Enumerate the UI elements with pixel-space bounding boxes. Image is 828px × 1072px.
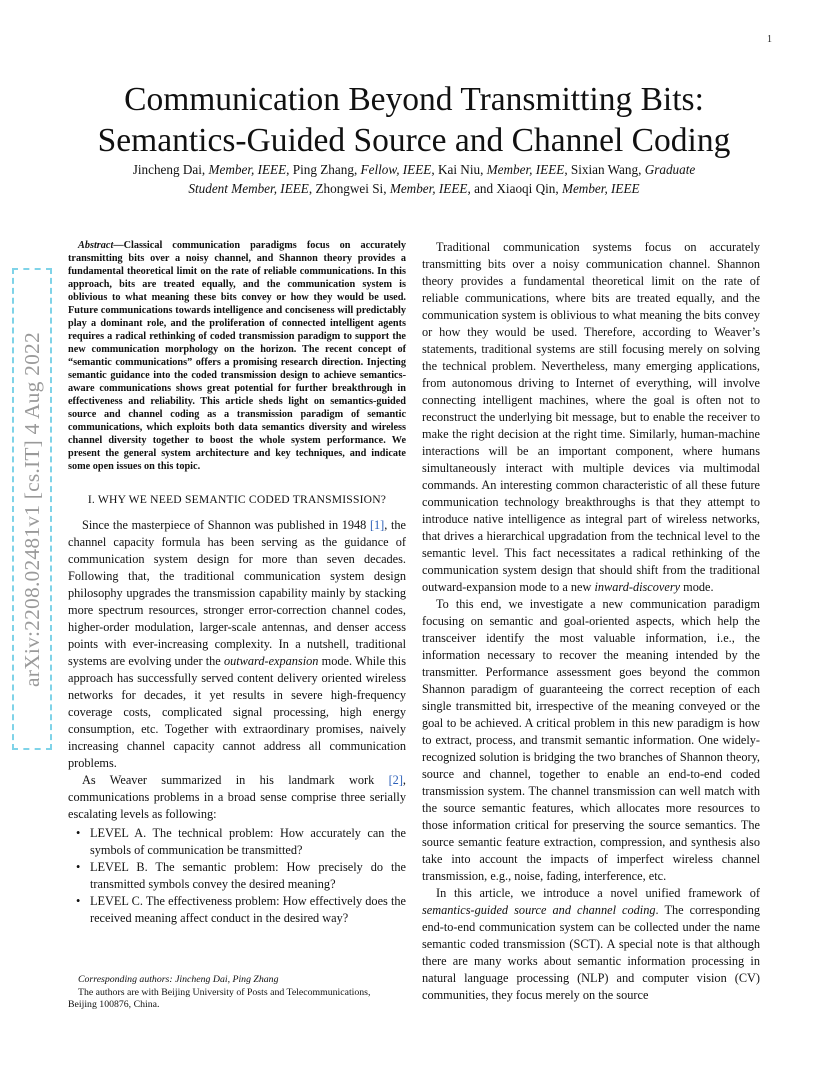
page-number: 1 — [767, 34, 772, 45]
arxiv-identifier-text: arXiv:2208.02481v1 [cs.IT] 4 Aug 2022 — [19, 331, 44, 687]
author-list-line-2: Student Member, IEEE, Zhongwei Si, Member, IEEE, and Xiaoqi Qin, Member, IEEE — [188, 181, 640, 196]
author-list — [70, 160, 758, 198]
affiliation-line-2: Beijing 100876, China. — [68, 999, 160, 1010]
weaver-levels-list — [68, 825, 406, 927]
abstract-text: —Classical communication paradigms focus on accurately transmitting bits over a noisy channel, and Shannon theory provides a fundamental theoretical limit on the rate of reliable communications. In this approach, bits are treated equally, and the communication system is oblivious to what meaning these bits convey or how they would be used. Future communications towards intelligence and conciseness will predictably play a dominant role, and the proliferation of connected intelligent agents requires a radical rethinking of coded transmission paradigm to support the new communication morphology on the horizon. The recent concept of “semantic communications” offers a promising research direction. Injecting semantic guidance into the coded transmission design to achieve semantics-aware communications shows great potential for further breakthrough in effectiveness and reliability. This article sheds light on semantics-guided source and channel coding as a transmission paradigm of semantic communications, which exploits both data semantics diversity and wireless channel diversity together to boost the whole system performance. We present the general system architecture and key techniques, and indicate some open issues on this topic. — [68, 240, 406, 472]
author-list-line-1: Jincheng Dai, Member, IEEE, Ping Zhang, Fellow, IEEE, Kai Niu, Member, IEEE, Sixian Wang, Graduate — [132, 162, 696, 177]
corresponding-authors: Corresponding authors: Jincheng Dai, Ping Zhang — [78, 974, 279, 985]
arxiv-identifier-stamp[interactable] — [12, 268, 52, 750]
abstract-label: Abstract — [78, 240, 114, 251]
right-column — [422, 239, 760, 1004]
abstract — [68, 239, 406, 473]
affiliation-line-1: The authors are with Beijing University of Posts and Telecommunications, — [78, 986, 371, 998]
paper-title-line-2: Semantics-Guided Source and Channel Coding — [97, 122, 731, 159]
body-paragraph: As Weaver summarized in his landmark work [2], communications problems in a broad sense comprise three serially escalating levels as following: — [68, 773, 406, 821]
left-column — [68, 239, 406, 927]
section-heading: I. WHY WE NEED SEMANTIC CODED TRANSMISSION? — [87, 493, 387, 506]
body-paragraph: Traditional communication systems focus on accurately transmitting bits over a noisy communication channel. Shannon theory provides a fundamental theoretical limit on the rate of reliable communications, where bits are treated equally, and the communication system is oblivious to what meaning the bits convey or how they would be used. Therefore, according to Weaver’s statements, traditional systems are still focusing merely on solving the technical problem. Nevertheless, many emerging applications, from autonomous driving to Internet of everything, will involve connecting intelligent machines, where the goal is often not to reconstruct the underlying bit message, but to enable the receiver to make the right decision at the right time. Similarly, human-machine interactions will be an important component, where humans simultaneously interact with multiple devices via multimodal commands. An interesting common characteristic of all these future communication technology breakthroughs is that they attempt to introduce native intelligence as integral part of wireless networks, that drives a hierarchical upgradation from the technical level to the semantic level. This fact necessitates a radical rethinking of the communication system design that should shift from the traditional outward-expansion mode to a new inward-discovery mode. — [422, 240, 760, 594]
paper-title-line-1: Communication Beyond Transmitting Bits: — [124, 81, 704, 118]
footnote — [68, 974, 406, 1012]
body-paragraph: In this article, we introduce a novel unified framework of semantics-guided source and channel coding. The corresponding end-to-end communication system can be collected under the name semantic coded transmission (SCT). A special note is that although there are many works about semantic information processing in natural language processing (NLP) and computer vision (CV) communities, they focus merely on the source — [422, 886, 760, 1002]
list-item: • LEVEL C. The effectiveness problem: How effectively does the received meaning affect conduct in the desired way? — [90, 893, 406, 927]
list-item: • LEVEL B. The semantic problem: How precisely do the transmitted symbols convey the desired meaning? — [90, 859, 406, 893]
list-item: • LEVEL A. The technical problem: How accurately can the symbols of communication be transmitted? — [90, 825, 406, 859]
body-paragraph: To this end, we investigate a new communication paradigm focusing on semantic and goal-oriented aspects, which help the transceiver identify the most valuable information, i.e., the information necessary to recover the meaning intended by the transmitter. Performance assessment goes beyond the common Shannon paradigm of guaranteeing the correct reception of each single transmitted bit, irrespective of the meaning conveyed or the goal to be achieved. A critical problem in this new paradigm is how to extract, process, and transmit semantic information. One widely-recognized solution is bridging the two branches of Shannon theory, source and channel, together to enable an end-to-end coded transmission system. The channel transmission can well match with the source semantic features, which allocates more resources to those information critical for preserving the source semantics. The source semantic feature extraction, compression, and synthesis also take into account the impacts of imperfect wireless channel transmission, e.g., noise, fading, interference, etc. — [422, 597, 760, 883]
body-paragraph: Since the masterpiece of Shannon was published in 1948 [1], the channel capacity formula has been serving as the guidance of communication system design for more than seven decades. Following that, the traditional communication system design philosophy upgrades the transmission capability mainly by stacking more spectrum resources, stronger error-correction channel codes, higher-order modulation, larger-scale antennas, and denser access points with ever-increasing complexity. In a nutshell, traditional systems are evolving under the outward-expansion mode. While this approach has successfully served content delivery oriented wireless networks for decades, it yet results in severe high-frequency coverage costs, complicated signal processing, high energy consumption, etc. Together with extraordinary promises, naively increasing channel capacity cannot address all communication problems. — [68, 518, 406, 770]
paper-title — [60, 79, 768, 161]
